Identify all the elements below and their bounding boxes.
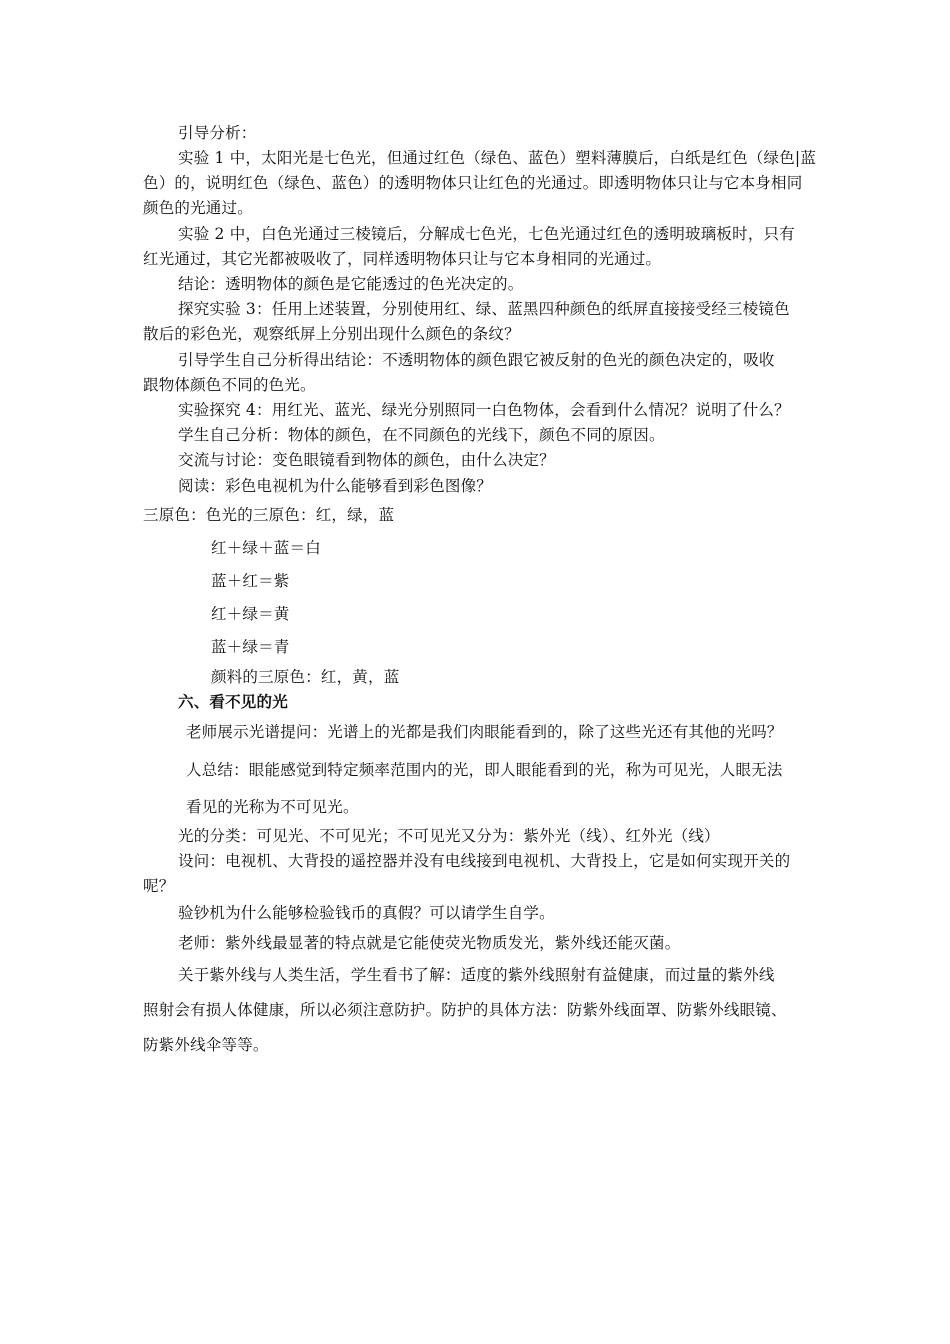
paragraph-line: 色）的，说明红色（绿色、蓝色）的透明物体只让红色的光通过。即透明物体只让与它本身相同 [143, 174, 803, 192]
primary-colors-line: 三原色：色光的三原色：红，绿，蓝 [143, 506, 395, 524]
paragraph-line: 关于紫外线与人类生活，学生看书了解：适度的紫外线照射有益健康，而过量的紫外线 [178, 966, 775, 984]
section-heading: 六、看不见的光 [178, 692, 288, 711]
paragraph-line: 交流与讨论：变色眼镜看到物体的颜色，由什么决定？ [178, 451, 555, 469]
paragraph-line: 探究实验 3：任用上述装置，分别使用红、绿、蓝黑四种颜色的纸屏直接接受经三棱镜色 [178, 300, 790, 318]
paragraph-line: 光的分类：可见光、不可见光；不可见光又分为：紫外光（线）、红外光（线） [178, 827, 720, 845]
conclusion-line: 结论：透明物体的颜色是它能透过的色光决定的。 [178, 275, 524, 293]
paragraph-line: 人总结：眼能感觉到特定频率范围内的光，即人眼能看到的光，称为可见光，人眼无法 [186, 761, 783, 779]
paragraph-line: 验钞机为什么能够检验钱币的真假？可以请学生自学。 [178, 904, 555, 922]
paragraph-line: 老师展示光谱提问：光谱上的光都是我们肉眼能看到的，除了这些光还有其他的光吗？ [186, 723, 783, 741]
paragraph-line: 阅读：彩色电视机为什么能够看到彩色图像？ [178, 477, 493, 495]
color-formula: 蓝＋绿＝青 [211, 638, 290, 656]
color-formula: 蓝＋红＝紫 [211, 572, 290, 590]
paragraph-line: 实验 2 中，白色光通过三棱镜后，分解成七色光，七色光通过红色的透明玻璃板时，只有 [178, 225, 795, 243]
paragraph-line: 看见的光称为不可见光。 [186, 798, 359, 816]
guide-analysis-heading: 引导分析： [178, 124, 257, 142]
paragraph-line: 引导学生自己分析得出结论：不透明物体的颜色跟它被反射的色光的颜色决定的，吸收 [178, 351, 775, 369]
paragraph-line: 实验探究 4：用红光、蓝光、绿光分别照同一白色物体，会看到什么情况？说明了什么？ [178, 401, 790, 419]
paragraph-line: 设问：电视机、大背投的遥控器并没有电线接到电视机、大背投上，它是如何实现开关的 [178, 852, 791, 870]
pigment-primaries-line: 颜料的三原色：红，黄，蓝 [211, 668, 400, 686]
paragraph-line: 红光通过，其它光都被吸收了，同样透明物体只让与它本身相同的光通过。 [143, 250, 662, 268]
color-formula: 红＋绿＋蓝＝白 [211, 539, 321, 557]
paragraph-line: 照射会有损人体健康，所以必须注意防护。防护的具体方法：防紫外线面罩、防紫外线眼镜、 [143, 1001, 787, 1019]
paragraph-line: 散后的彩色光，观察纸屏上分别出现什么颜色的条纹？ [143, 325, 520, 343]
paragraph-line: 老师：紫外线最显著的特点就是它能使荧光物质发光，紫外线还能灭菌。 [178, 934, 681, 952]
paragraph-line: 实验 1 中，太阳光是七色光，但通过红色（绿色、蓝色）塑料薄膜后，白纸是红色（绿色|蓝 [178, 149, 817, 167]
paragraph-line: 跟物体颜色不同的色光。 [143, 376, 316, 394]
paragraph-line: 防紫外线伞等等。 [143, 1036, 269, 1054]
color-formula: 红＋绿＝黄 [211, 605, 290, 623]
paragraph-line: 颜色的光通过。 [143, 199, 253, 217]
paragraph-line: 呢？ [143, 877, 175, 895]
paragraph-line: 学生自己分析：物体的颜色，在不同颜色的光线下，颜色不同的原因。 [178, 426, 665, 444]
